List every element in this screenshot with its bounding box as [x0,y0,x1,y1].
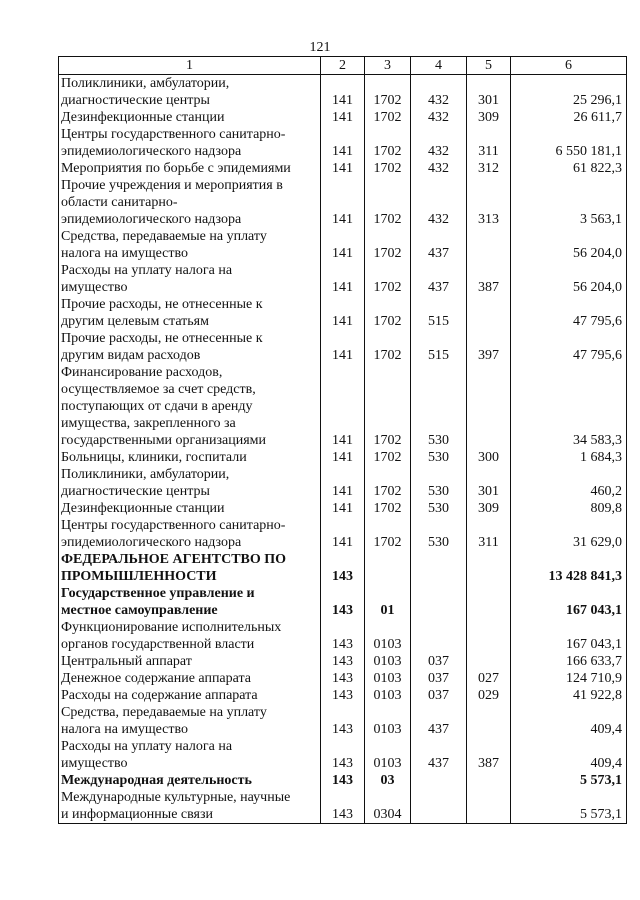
row-code-section: 1702 [365,160,411,177]
row-code-target: 037 [411,687,467,704]
row-description [59,160,321,177]
row-description [59,109,321,126]
row-description [59,364,321,449]
row-code-section: 01 [365,585,411,619]
row-code-target: 515 [411,330,467,364]
row-code-expense: 309 [467,109,511,126]
row-amount: 41 922,8 [511,687,627,704]
row-description [59,551,321,585]
row-code-section: 1702 [365,517,411,551]
row-code-target: 432 [411,109,467,126]
row-description [59,449,321,466]
row-description [59,670,321,687]
row-description-text: Прочие расходы, не отнесенные к другим целевым статьям [61,297,263,329]
page-number: 121 [309,40,331,55]
column-header: 1 [59,57,321,75]
column-header: 4 [411,57,467,75]
row-amount: 13 428 841,3 [511,551,627,585]
row-description-text: Международные культурные, научные и информационные связи [61,790,291,822]
table-row [59,466,627,500]
row-code-section: 0103 [365,619,411,653]
row-amount: 460,2 [511,466,627,500]
row-code-section: 1702 [365,364,411,449]
row-description-text: Дезинфекционные станции [61,110,225,125]
row-description [59,296,321,330]
row-description [59,466,321,500]
row-description [59,789,321,824]
row-amount: 409,4 [511,704,627,738]
row-code-target: 530 [411,364,467,449]
row-code-chapter: 141 [321,296,365,330]
row-code-expense [467,364,511,449]
row-amount: 6 550 181,1 [511,126,627,160]
row-amount: 167 043,1 [511,619,627,653]
row-code-chapter: 141 [321,177,365,228]
row-code-chapter: 141 [321,228,365,262]
row-code-chapter: 141 [321,160,365,177]
table-body [59,75,627,824]
row-code-section: 0103 [365,670,411,687]
row-code-chapter: 143 [321,687,365,704]
row-code-chapter: 141 [321,126,365,160]
table-row [59,330,627,364]
row-code-chapter: 141 [321,466,365,500]
table-row [59,738,627,772]
row-code-section: 1702 [365,466,411,500]
row-code-expense [467,228,511,262]
row-description [59,772,321,789]
row-code-chapter: 143 [321,653,365,670]
row-code-target: 515 [411,296,467,330]
row-code-target: 432 [411,160,467,177]
row-description [59,126,321,160]
row-description [59,619,321,653]
row-description [59,585,321,619]
row-description [59,687,321,704]
row-code-expense [467,551,511,585]
table-row [59,296,627,330]
table-row [59,704,627,738]
row-code-section [365,551,411,585]
column-header: 2 [321,57,365,75]
row-code-target [411,551,467,585]
row-amount: 56 204,0 [511,262,627,296]
row-code-expense: 027 [467,670,511,687]
row-code-chapter: 143 [321,551,365,585]
row-description-text: Прочие учреждения и мероприятия в области санитарно- эпидемиологического надзора [61,178,283,227]
row-code-target: 530 [411,500,467,517]
row-code-expense: 387 [467,738,511,772]
table-row [59,126,627,160]
row-amount: 25 296,1 [511,75,627,110]
row-description [59,228,321,262]
column-header: 6 [511,57,627,75]
table-row [59,109,627,126]
row-code-section: 1702 [365,109,411,126]
row-code-chapter: 143 [321,704,365,738]
row-description-text: Государственное управление и местное самоуправление [61,586,255,618]
row-description [59,738,321,772]
row-code-expense: 301 [467,466,511,500]
row-code-section: 1702 [365,126,411,160]
row-code-section: 1702 [365,500,411,517]
row-description-text: Центральный аппарат [61,654,192,669]
row-description [59,653,321,670]
row-code-chapter: 141 [321,500,365,517]
row-code-target [411,585,467,619]
row-description-text: Дезинфекционные станции [61,501,225,516]
row-code-target: 432 [411,126,467,160]
row-code-chapter: 141 [321,262,365,296]
row-code-chapter: 143 [321,789,365,824]
row-description [59,517,321,551]
row-description-text: Поликлиники, амбулатории, диагностические центры [61,467,230,499]
row-amount: 47 795,6 [511,296,627,330]
table-row [59,500,627,517]
row-description-text: Расходы на содержание аппарата [61,688,258,703]
row-code-section: 1702 [365,228,411,262]
row-code-section: 0103 [365,704,411,738]
row-code-expense: 300 [467,449,511,466]
table-row [59,262,627,296]
row-code-expense: 309 [467,500,511,517]
row-description-text: Денежное содержание аппарата [61,671,252,686]
row-amount: 26 611,7 [511,109,627,126]
row-description-text: Мероприятия по борьбе с эпидемиями [61,161,291,176]
row-code-section: 1702 [365,296,411,330]
row-code-section: 0304 [365,789,411,824]
row-code-expense: 312 [467,160,511,177]
table-header-row [59,57,627,75]
row-code-target: 432 [411,177,467,228]
row-code-target [411,619,467,653]
row-amount: 34 583,3 [511,364,627,449]
row-amount: 124 710,9 [511,670,627,687]
table-row [59,585,627,619]
row-description-text: Прочие расходы, не отнесенные к другим видам расходов [61,331,263,363]
row-code-expense [467,296,511,330]
table-row [59,449,627,466]
row-amount: 409,4 [511,738,627,772]
row-code-expense [467,772,511,789]
row-code-chapter: 143 [321,772,365,789]
row-code-chapter: 141 [321,364,365,449]
row-code-target: 432 [411,75,467,110]
row-code-chapter: 143 [321,738,365,772]
row-description-text: Международная деятельность [61,773,252,788]
row-description [59,500,321,517]
table-row [59,75,627,110]
row-code-chapter: 141 [321,330,365,364]
row-code-expense: 029 [467,687,511,704]
row-description-text: Средства, передаваемые на уплату налога на имущество [61,229,267,261]
row-amount: 5 573,1 [511,772,627,789]
row-description-text: Центры государственного санитарно- эпидемиологического надзора [61,127,286,159]
table-row [59,687,627,704]
row-code-expense: 311 [467,126,511,160]
row-code-target [411,772,467,789]
table-row [59,177,627,228]
row-amount: 47 795,6 [511,330,627,364]
row-code-expense [467,653,511,670]
column-header: 3 [365,57,411,75]
row-amount: 5 573,1 [511,789,627,824]
row-description-text: Расходы на уплату налога на имущество [61,739,233,771]
row-code-target: 437 [411,262,467,296]
row-description [59,704,321,738]
table-row [59,653,627,670]
row-code-section: 1702 [365,330,411,364]
row-amount: 56 204,0 [511,228,627,262]
row-amount: 167 043,1 [511,585,627,619]
table-row [59,160,627,177]
row-code-chapter: 141 [321,517,365,551]
row-code-target [411,789,467,824]
column-header: 5 [467,57,511,75]
budget-table [58,56,627,824]
row-description-text: Функционирование исполнительных органов государственной власти [61,620,282,652]
row-description-text: Средства, передаваемые на уплату налога на имущество [61,705,267,737]
row-description-text: Расходы на уплату налога на имущество [61,263,233,295]
row-code-expense [467,619,511,653]
row-amount: 809,8 [511,500,627,517]
table-row [59,228,627,262]
row-code-expense [467,704,511,738]
row-code-section: 1702 [365,262,411,296]
row-description [59,330,321,364]
row-code-section: 0103 [365,687,411,704]
table-row [59,364,627,449]
row-amount: 31 629,0 [511,517,627,551]
row-code-section: 0103 [365,653,411,670]
row-code-target: 037 [411,670,467,687]
row-code-target: 437 [411,228,467,262]
row-code-expense [467,585,511,619]
row-description [59,262,321,296]
row-description [59,75,321,110]
row-description-text: Поликлиники, амбулатории, диагностические центры [61,76,230,108]
row-amount: 166 633,7 [511,653,627,670]
row-code-expense: 301 [467,75,511,110]
row-code-chapter: 143 [321,585,365,619]
row-amount: 1 684,3 [511,449,627,466]
row-code-section: 03 [365,772,411,789]
row-amount: 61 822,3 [511,160,627,177]
row-code-section: 1702 [365,449,411,466]
row-code-target: 530 [411,517,467,551]
row-code-expense: 313 [467,177,511,228]
row-description-text: ФЕДЕРАЛЬНОЕ АГЕНТСТВО ПО ПРОМЫШЛЕННОСТИ [61,552,287,584]
row-code-target: 437 [411,738,467,772]
table-row [59,551,627,585]
row-code-expense: 311 [467,517,511,551]
row-code-chapter: 141 [321,449,365,466]
row-code-target: 530 [411,466,467,500]
row-code-chapter: 143 [321,619,365,653]
row-description-text: Больницы, клиники, госпитали [61,450,247,465]
row-description-text: Центры государственного санитарно- эпидемиологического надзора [61,518,286,550]
row-code-chapter: 141 [321,109,365,126]
row-code-section: 0103 [365,738,411,772]
row-amount: 3 563,1 [511,177,627,228]
row-code-expense [467,789,511,824]
row-code-chapter: 143 [321,670,365,687]
row-code-section: 1702 [365,75,411,110]
row-description-text: Финансирование расходов, осуществляемое за счет средств, поступающих от сдачи в аренду имущества, закрепленного за государственными организациями [61,365,267,448]
row-description [59,177,321,228]
table-row [59,670,627,687]
row-code-target: 437 [411,704,467,738]
row-code-chapter: 141 [321,75,365,110]
row-code-expense: 387 [467,262,511,296]
table-row [59,517,627,551]
table-row [59,772,627,789]
row-code-expense: 397 [467,330,511,364]
table-row [59,789,627,824]
row-code-target: 037 [411,653,467,670]
row-code-section: 1702 [365,177,411,228]
row-code-target: 530 [411,449,467,466]
table-row [59,619,627,653]
